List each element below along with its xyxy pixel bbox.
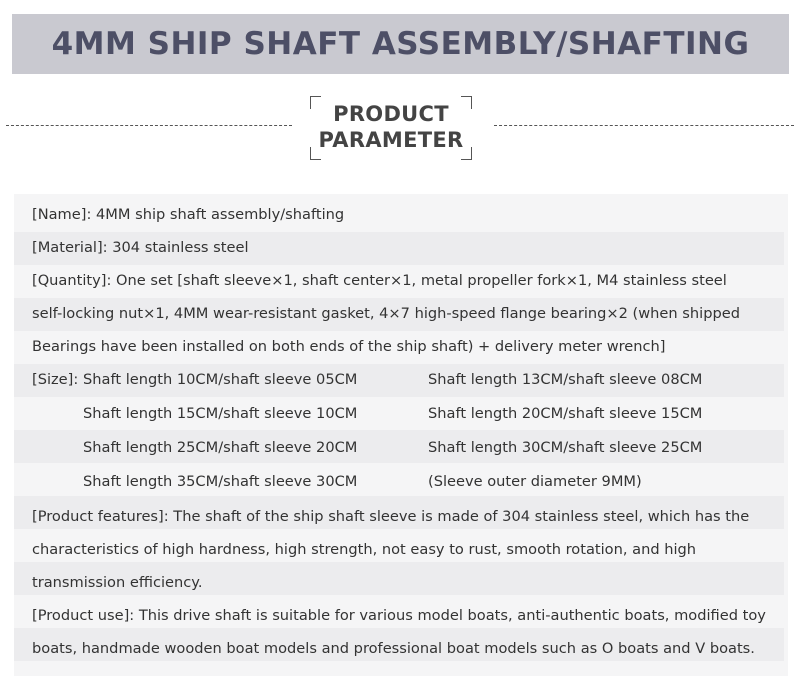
spec-quantity-line3: Bearings have been installed on both ends of the ship shaft) + delivery meter wrench] xyxy=(32,338,666,355)
size-item: Shaft length 13CM/shaft sleeve 08CM xyxy=(428,371,703,388)
size-note: (Sleeve outer diameter 9MM) xyxy=(428,473,642,490)
section-heading xyxy=(310,96,472,160)
spec-quantity-line1: [Quantity]: One set [shaft sleeve×1, shaft center×1, metal propeller fork×1, M4 stainless steel xyxy=(32,272,727,289)
spec-material: [Material]: 304 stainless steel xyxy=(32,239,249,256)
size-item: Shaft length 10CM/shaft sleeve 05CM xyxy=(83,371,358,388)
spec-name: [Name]: 4MM ship shaft assembly/shafting xyxy=(32,206,345,223)
section-heading-line2: PARAMETER xyxy=(318,128,464,152)
section-heading-line1: PRODUCT xyxy=(333,102,449,126)
spec-size-label: [Size]: xyxy=(32,371,79,388)
spec-use-line2: boats, handmade wooden boat models and professional boat models such as O boats and V boats. xyxy=(32,640,755,657)
spec-use-line1: [Product use]: This drive shaft is suitable for various model boats, anti-authentic boats, modified toy xyxy=(32,607,766,624)
spec-features-line3: transmission efficiency. xyxy=(32,574,203,591)
divider-right xyxy=(494,125,794,126)
page-title: 4MM SHIP SHAFT ASSEMBLY/SHAFTING xyxy=(51,26,750,62)
title-banner xyxy=(12,14,789,74)
size-item: Shaft length 15CM/shaft sleeve 10CM xyxy=(83,405,358,422)
spec-quantity-line2: self-locking nut×1, 4MM wear-resistant gasket, 4×7 high-speed flange bearing×2 (when shipped xyxy=(32,305,740,322)
divider-left xyxy=(6,125,292,126)
size-item: Shaft length 20CM/shaft sleeve 15CM xyxy=(428,405,703,422)
size-item: Shaft length 25CM/shaft sleeve 20CM xyxy=(83,439,358,456)
size-item: Shaft length 35CM/shaft sleeve 30CM xyxy=(83,473,358,490)
size-item: Shaft length 30CM/shaft sleeve 25CM xyxy=(428,439,703,456)
spec-features-line2: characteristics of high hardness, high strength, not easy to rust, smooth rotation, and high xyxy=(32,541,697,558)
spec-features-line1: [Product features]: The shaft of the ship shaft sleeve is made of 304 stainless steel, which has the xyxy=(32,508,750,525)
